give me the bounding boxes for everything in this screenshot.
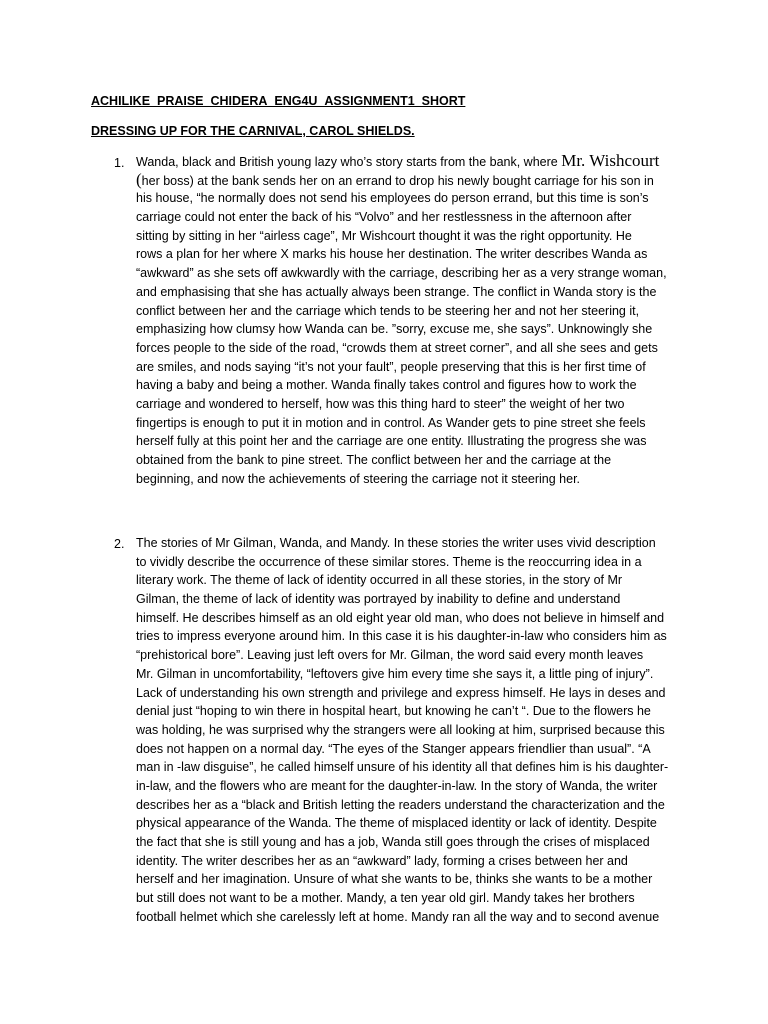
list-number-1: 1. [114, 156, 125, 170]
paragraph-2-line: football helmet which she carelessly left at home. Mandy ran all the way and to second avenue [136, 909, 660, 924]
paragraph-1-line: his house, “he normally does not send his employees do person errand, but this time is son’s [136, 191, 649, 206]
paragraph-2-line: describes her as a “black and British letting the readers understand the characterization and the [136, 797, 665, 812]
paragraph-1-line-1 [136, 152, 684, 171]
paragraph-2-line: to vividly describe the occurrence of these similar stores. Theme is the reoccurring idea in a [136, 554, 642, 569]
paragraph-2-line: himself. He describes himself as an old eight year old man, who does not believe in himself and [136, 610, 665, 625]
paragraph-1-line: carriage could not enter the back of his “Volvo” and her restlessness in the afternoon after [136, 210, 632, 225]
paragraph-2-line: but still does not want to be a mother. Mandy, a ten year old girl. Mandy takes her brothers [136, 891, 635, 906]
paragraph-1-line: conflict between her and the carriage which tends to be steering her and not her steering it, [136, 303, 640, 318]
paragraph-1-line: obtained from the bank to pine street. The conflict between her and the carriage at the [136, 453, 612, 467]
paragraph-1-line: are smiles, and nods saying “it’s not your fault”, people preserving that this is her first time of [136, 359, 646, 374]
paragraph-2-line: “prehistorical bore”. Leaving just left overs for Mr. Gilman, the word said every month leaves [136, 648, 644, 663]
paragraph-1-line: fingertips is enough to put it in motion and in control. As Wander gets to pine street she feels [136, 415, 646, 430]
paragraph-2-line: the fact that she is still young and has a job, Wanda still goes through the crises of misplaced [136, 835, 650, 849]
paragraph-1-line: sitting by sitting in her “airless cage”, Mr Wishcourt thought it was the right opportunity. He [136, 228, 632, 243]
document-filename-heading: ACHILIKE_PRAISE_CHIDERA_ENG4U_ASSIGNMENT1_SHORT [91, 94, 466, 108]
paragraph-2-line: The stories of Mr Gilman, Wanda, and Mandy. In these stories the writer uses vivid description [136, 536, 656, 550]
line-text: her boss) at the bank sends her on an errand to drop his newly bought carriage for his son in [141, 173, 654, 188]
paragraph-1-line: carriage and wondered to herself, how was this thing hard to steer” the weight of her two [136, 396, 625, 411]
open-parenthesis: ( [136, 169, 142, 189]
paragraph-1-line: beginning, and now the achievements of steering the carriage not it steering her. [136, 471, 581, 486]
paragraph-2-line: does not happen on a normal day. “The eyes of the Stanger appears friendlier than usual”. “A [136, 741, 651, 756]
paragraph-2-line: tries to impress everyone around him. In this case it is his daughter-in-law who considers him as [136, 629, 667, 644]
paragraph-1-line: emphasizing how clumsy how Wanda can be. ”sorry, excuse me, she says”. Unknowingly she [136, 322, 653, 337]
line-text: Wanda, black and British young lazy who’s story starts from the bank, where [136, 155, 562, 169]
paragraph-2-line: denial just “hoping to win there in hospital heart, but knowing he can’t “. Due to the flowers he [136, 704, 651, 719]
paragraph-1-line: herself fully at this point her and the carriage are one entity. Illustrating the progress she was [136, 434, 647, 449]
paragraph-2-line: in-law, and the flowers who are meant for the daughter-in-law. In the story of Wanda, the writer [136, 778, 658, 793]
name-mr-wishcourt: Mr. Wishcourt [561, 151, 660, 170]
paragraph-2-line: physical appearance of the Wanda. The theme of misplaced identity or lack of identity. Despite [136, 816, 657, 831]
paragraph-2-line: literary work. The theme of lack of identity occurred in all these stories, in the story of Mr [136, 573, 623, 588]
paragraph-2-line: Gilman, the theme of lack of identity was portrayed by inability to define and understand [136, 592, 621, 607]
paragraph-1-line-2 [136, 171, 684, 190]
paragraph-1 [136, 152, 684, 488]
paragraph-2 [136, 534, 684, 926]
paragraph-2-line: Mr. Gilman in uncomfortability, “leftovers give him every time she says it, a little ping of injury”. [136, 666, 654, 681]
list-number-2: 2. [114, 537, 125, 551]
paragraph-1-line: and emphasising that she has actually always been strange. The conflict in Wanda story is the [136, 284, 657, 299]
paragraph-1-line: having a baby and being a mother. Wanda finally takes control and figures how to work the [136, 378, 637, 393]
paragraph-1-line: rows a plan for her where X marks his house her destination. The writer describes Wanda as [136, 247, 648, 262]
paragraph-1-line: “awkward” as she sets off awkwardly with the carriage, describing her as a very strange woman, [136, 266, 667, 281]
paragraph-1-line: forces people to the side of the road, “crowds them at street corner”, and all she sees and gets [136, 340, 658, 355]
document-title: DRESSING UP FOR THE CARNIVAL, CAROL SHIELDS. [91, 124, 415, 138]
paragraph-2-line: man in -law disguise”, he called himself unsure of his identity all that defines him is his daughter- [136, 760, 669, 775]
paragraph-2-line: Lack of understanding his own strength and privilege and express himself. He lays in deses and [136, 685, 666, 700]
paragraph-2-line: identity. The writer describes her as an “awkward” lady, forming a crises between her and [136, 853, 628, 868]
paragraph-2-line: herself and her imagination. Unsure of what she wants to be, thinks she wants to be a mother [136, 872, 653, 887]
paragraph-2-line: was holding, he was surprised why the strangers were all looking at him, surprised because this [136, 722, 665, 737]
